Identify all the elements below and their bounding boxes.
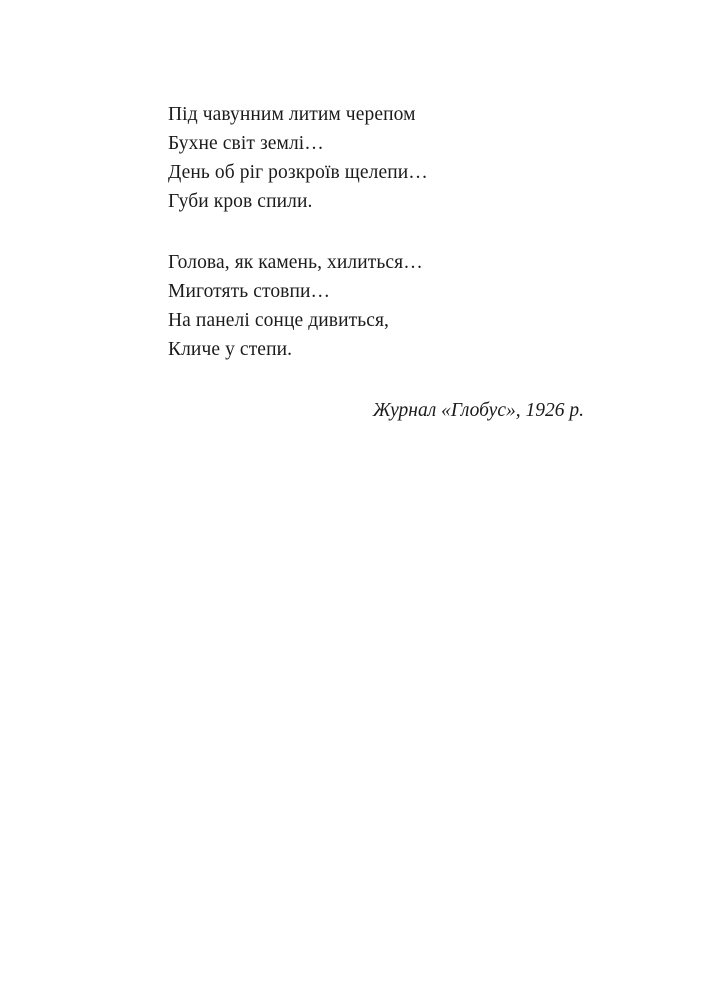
poem-attribution: Журнал «Глобус», 1926 р.: [372, 400, 584, 421]
verse-line: Бухне світ землі…: [168, 133, 324, 154]
verse-line: День об ріг розкроїв щелепи…: [168, 162, 428, 183]
verse-line: Голова, як камень, хилиться…: [168, 252, 423, 273]
stanza-1: [168, 100, 628, 216]
stanza-2: [168, 248, 628, 364]
verse-line: Губи кров спили.: [168, 191, 313, 212]
verse-line: На панелі сонце дивиться,: [168, 310, 390, 331]
poem-body: [168, 100, 628, 425]
verse-line: Під чавунним литим черепом: [168, 104, 416, 125]
verse-line: Миготять стовпи…: [168, 281, 331, 302]
verse-line: Кличе у степи.: [168, 339, 293, 360]
